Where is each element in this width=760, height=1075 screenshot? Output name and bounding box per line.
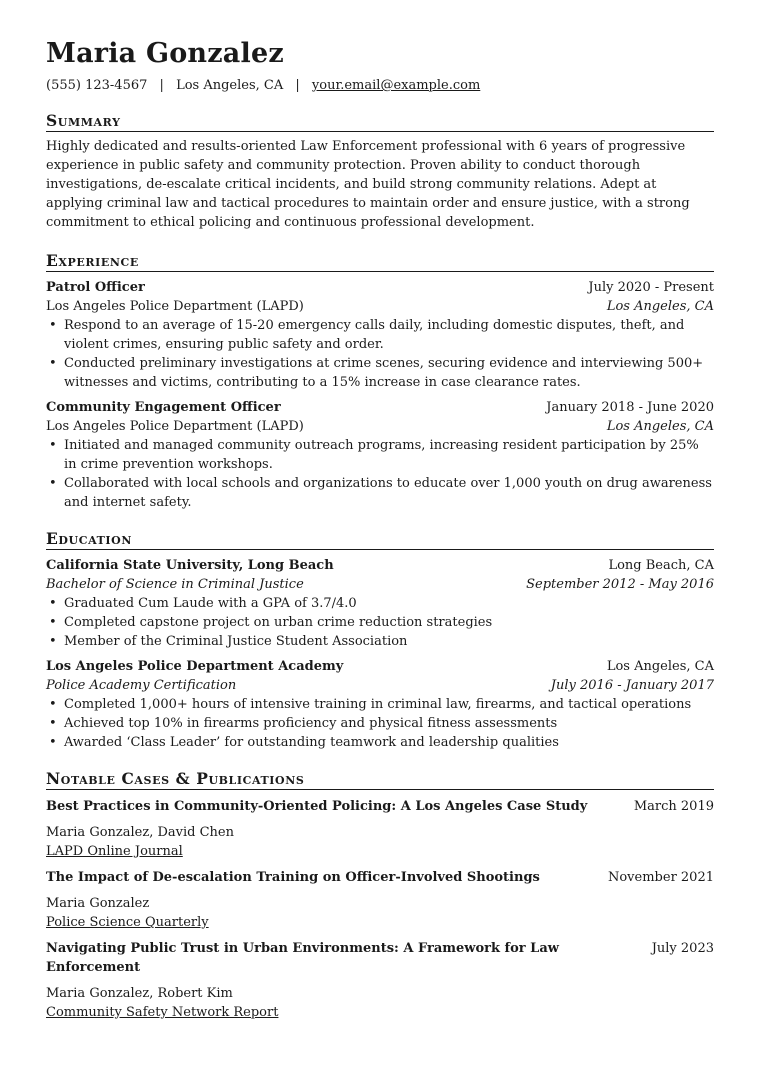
education-entry [46, 657, 714, 752]
section-title-publications: Notable Cases & Publications [46, 769, 714, 790]
degree-name: Bachelor of Science in Criminal Justice [46, 577, 304, 592]
entry-header-row [46, 398, 714, 417]
bullet-list [46, 316, 714, 392]
contact-line [46, 77, 714, 94]
entry-sub-row [46, 575, 714, 594]
list-item: • Completed capstone project on urban crime reduction strategies [64, 613, 714, 632]
school-dates: September 2012 - May 2016 [526, 577, 714, 592]
email-link[interactable]: your.email@example.com [311, 78, 481, 93]
publication-authors: Maria Gonzalez [46, 896, 150, 911]
job-role: Community Engagement Officer [46, 400, 281, 415]
job-location: Los Angeles, CA [606, 299, 714, 314]
list-item: • Awarded ‘Class Leader’ for outstanding teamwork and leadership qualities [64, 733, 714, 752]
list-item: • Conducted preliminary investigations at crime scenes, securing evidence and interviewing 500+ witnesses and victims, contributing to a 15% increase in case clearance rates. [64, 354, 714, 392]
job-org: Los Angeles Police Department (LAPD) [46, 299, 304, 314]
experience-entry [46, 278, 714, 392]
experience-entry [46, 398, 714, 512]
entry-header-row [46, 797, 714, 816]
contact-separator: | [295, 78, 300, 93]
publication-title: The Impact of De-escalation Training on Officer-Involved Shootings [46, 870, 540, 885]
publication-authors: Maria Gonzalez, David Chen [46, 825, 234, 840]
publication-title: Best Practices in Community-Oriented Policing: A Los Angeles Case Study [46, 799, 588, 814]
publication-authors: Maria Gonzalez, Robert Kim [46, 986, 233, 1001]
publication-entry [46, 939, 714, 1022]
job-dates: January 2018 - June 2020 [546, 400, 714, 415]
school-location: Long Beach, CA [608, 558, 714, 573]
list-item: • Respond to an average of 15-20 emergency calls daily, including domestic disputes, theft, and violent crimes, ensuring public safety and order. [64, 316, 714, 354]
resume-name: Maria Gonzalez [46, 38, 284, 69]
entry-sub-row [46, 676, 714, 695]
contact-separator: | [159, 78, 164, 93]
publication-date: March 2019 [633, 799, 714, 814]
publication-venue-link[interactable]: Police Science Quarterly [46, 915, 209, 930]
bullet-list [46, 594, 714, 651]
entry-sub-row [46, 417, 714, 436]
bullet-list [46, 695, 714, 752]
section-title-education: Education [46, 529, 714, 550]
job-dates: July 2020 - Present [588, 280, 714, 295]
list-item: • Collaborated with local schools and organizations to educate over 1,000 youth on drug awareness and internet safety. [64, 474, 714, 512]
list-item: • Initiated and managed community outreach programs, increasing resident participation by 25% in crime prevention workshops. [64, 436, 714, 474]
publication-title: Navigating Public Trust in Urban Environments: A Framework for Law Enforcement [46, 941, 559, 975]
job-role: Patrol Officer [46, 280, 145, 295]
entry-header-row [46, 868, 714, 887]
publication-venue-link[interactable]: LAPD Online Journal [46, 844, 183, 859]
school-dates: July 2016 - January 2017 [550, 678, 714, 693]
publication-date: July 2023 [651, 941, 714, 956]
entry-header-row [46, 278, 714, 297]
degree-name: Police Academy Certification [46, 678, 237, 693]
summary-text: Highly dedicated and results-oriented Law Enforcement professional with 6 years of progressive experience in public safety and community protection. Proven ability to conduct thorough investigations, de-escalate critical incidents, and build strong community relations. Adept at applying criminal law and tactical procedures to maintain order and ensure justice, with a strong commitment to ethical policing and continuous professional development. [46, 139, 690, 230]
phone-number: (555) 123-4567 [46, 78, 148, 93]
entry-header-row [46, 939, 714, 977]
bullet-list [46, 436, 714, 512]
section-title-experience: Experience [46, 251, 714, 272]
entry-sub-row [46, 297, 714, 316]
job-location: Los Angeles, CA [606, 419, 714, 434]
section-title-summary: Summary [46, 111, 714, 132]
job-org: Los Angeles Police Department (LAPD) [46, 419, 304, 434]
list-item: • Graduated Cum Laude with a GPA of 3.7/4.0 [64, 594, 714, 613]
school-location: Los Angeles, CA [606, 659, 714, 674]
publication-entry [46, 797, 714, 861]
publication-entry [46, 868, 714, 932]
school-name: Los Angeles Police Department Academy [46, 659, 344, 674]
education-entry [46, 556, 714, 651]
list-item: • Member of the Criminal Justice Student Association [64, 632, 714, 651]
publication-date: November 2021 [607, 870, 714, 885]
school-name: California State University, Long Beach [46, 558, 334, 573]
entry-header-row [46, 556, 714, 575]
publication-venue-link[interactable]: Community Safety Network Report [46, 1005, 279, 1020]
list-item: • Achieved top 10% in firearms proficiency and physical fitness assessments [64, 714, 714, 733]
list-item: • Completed 1,000+ hours of intensive training in criminal law, firearms, and tactical operations [64, 695, 714, 714]
contact-location: Los Angeles, CA [176, 78, 284, 93]
entry-header-row [46, 657, 714, 676]
